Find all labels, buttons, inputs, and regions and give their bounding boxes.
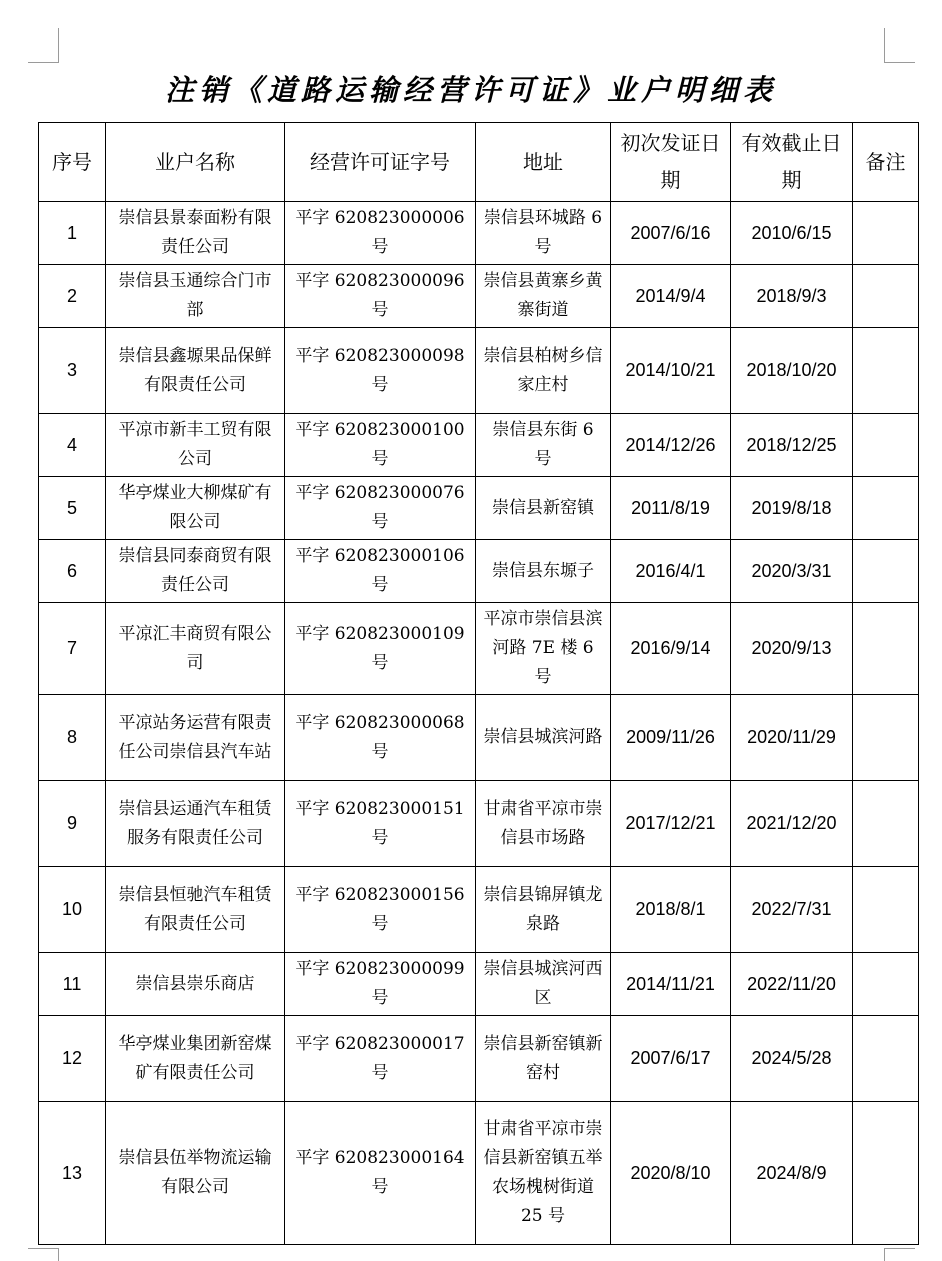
cell-seq: 9 — [39, 781, 106, 867]
crop-mark-bottom-left — [28, 1248, 59, 1261]
table-row — [39, 603, 919, 695]
cell-issue-date: 2014/11/21 — [611, 953, 731, 1016]
cell-expiry-date: 2018/9/3 — [731, 265, 853, 328]
cell-issue-date: 2011/8/19 — [611, 477, 731, 540]
cell-expiry-date: 2018/10/20 — [731, 328, 853, 414]
crop-mark-top-left — [28, 28, 59, 63]
cell-expiry-date: 2022/7/31 — [731, 867, 853, 953]
cell-issue-date: 2007/6/17 — [611, 1016, 731, 1102]
cell-seq: 10 — [39, 867, 106, 953]
cell-seq: 13 — [39, 1102, 106, 1245]
cell-license: 平字 620823000096 号 — [285, 265, 476, 328]
cell-address: 崇信县黄寨乡黄寨街道 — [476, 265, 611, 328]
cell-license: 平字 620823000156 号 — [285, 867, 476, 953]
cell-seq: 2 — [39, 265, 106, 328]
cell-license: 平字 620823000017 号 — [285, 1016, 476, 1102]
table-row — [39, 695, 919, 781]
cell-expiry-date: 2018/12/25 — [731, 414, 853, 477]
table-row — [39, 540, 919, 603]
cell-name: 崇信县鑫塬果品保鲜有限责任公司 — [106, 328, 285, 414]
cell-issue-date: 2017/12/21 — [611, 781, 731, 867]
cell-license: 平字 620823000151 号 — [285, 781, 476, 867]
cell-name: 崇信县同泰商贸有限责任公司 — [106, 540, 285, 603]
cell-expiry-date: 2024/5/28 — [731, 1016, 853, 1102]
cell-name: 崇信县崇乐商店 — [106, 953, 285, 1016]
cell-license: 平字 620823000100 号 — [285, 414, 476, 477]
cell-name: 崇信县运通汽车租赁服务有限责任公司 — [106, 781, 285, 867]
header-expiry-date: 有效截止日期 — [731, 123, 853, 202]
document-title: 注销《道路运输经营许可证》业户明细表 — [164, 73, 777, 107]
cell-remark — [853, 265, 919, 328]
cell-name: 崇信县伍举物流运输有限公司 — [106, 1102, 285, 1245]
cell-expiry-date: 2010/6/15 — [731, 202, 853, 265]
cell-license: 平字 620823000098 号 — [285, 328, 476, 414]
cell-issue-date: 2014/9/4 — [611, 265, 731, 328]
cell-name: 华亭煤业大柳煤矿有限公司 — [106, 477, 285, 540]
cell-remark — [853, 414, 919, 477]
cell-address: 崇信县柏树乡信家庄村 — [476, 328, 611, 414]
table-row — [39, 1016, 919, 1102]
cell-remark — [853, 953, 919, 1016]
cell-expiry-date: 2019/8/18 — [731, 477, 853, 540]
cell-issue-date: 2020/8/10 — [611, 1102, 731, 1245]
cell-issue-date: 2009/11/26 — [611, 695, 731, 781]
cell-remark — [853, 695, 919, 781]
cell-license: 平字 620823000006 号 — [285, 202, 476, 265]
cell-expiry-date: 2020/3/31 — [731, 540, 853, 603]
header-name: 业户名称 — [106, 123, 285, 202]
cell-issue-date: 2018/8/1 — [611, 867, 731, 953]
cell-seq: 6 — [39, 540, 106, 603]
cell-address: 崇信县新窑镇 — [476, 477, 611, 540]
cell-remark — [853, 540, 919, 603]
cell-seq: 7 — [39, 603, 106, 695]
crop-mark-top-right — [884, 28, 915, 63]
header-issue-date: 初次发证日期 — [611, 123, 731, 202]
cell-expiry-date: 2024/8/9 — [731, 1102, 853, 1245]
cell-issue-date: 2016/4/1 — [611, 540, 731, 603]
cell-address: 崇信县东塬子 — [476, 540, 611, 603]
cell-address: 崇信县东街 6 号 — [476, 414, 611, 477]
cell-name: 华亭煤业集团新窑煤矿有限责任公司 — [106, 1016, 285, 1102]
cell-license: 平字 620823000109 号 — [285, 603, 476, 695]
revocation-table — [38, 122, 919, 1245]
table-row — [39, 867, 919, 953]
header-address: 地址 — [476, 123, 611, 202]
header-seq: 序号 — [39, 123, 106, 202]
cell-address: 崇信县锦屏镇龙泉路 — [476, 867, 611, 953]
cell-remark — [853, 328, 919, 414]
header-license: 经营许可证字号 — [285, 123, 476, 202]
cell-name: 崇信县景泰面粉有限责任公司 — [106, 202, 285, 265]
cell-remark — [853, 867, 919, 953]
table-row — [39, 953, 919, 1016]
cell-expiry-date: 2020/9/13 — [731, 603, 853, 695]
cell-license: 平字 620823000164 号 — [285, 1102, 476, 1245]
cell-license: 平字 620823000106 号 — [285, 540, 476, 603]
cell-license: 平字 620823000068 号 — [285, 695, 476, 781]
cell-address: 崇信县环城路 6 号 — [476, 202, 611, 265]
cell-address: 崇信县城滨河西区 — [476, 953, 611, 1016]
cell-issue-date: 2007/6/16 — [611, 202, 731, 265]
table-row — [39, 328, 919, 414]
cell-address: 甘肃省平凉市崇信县市场路 — [476, 781, 611, 867]
cell-remark — [853, 202, 919, 265]
cell-seq: 8 — [39, 695, 106, 781]
table-row — [39, 477, 919, 540]
cell-issue-date: 2014/10/21 — [611, 328, 731, 414]
cell-remark — [853, 1102, 919, 1245]
table-row — [39, 265, 919, 328]
cell-license: 平字 620823000076 号 — [285, 477, 476, 540]
cell-address: 崇信县城滨河路 — [476, 695, 611, 781]
cell-name: 崇信县恒驰汽车租赁有限责任公司 — [106, 867, 285, 953]
cell-expiry-date: 2021/12/20 — [731, 781, 853, 867]
cell-address: 平凉市崇信县滨河路 7E 楼 6 号 — [476, 603, 611, 695]
cell-expiry-date: 2022/11/20 — [731, 953, 853, 1016]
cell-issue-date: 2016/9/14 — [611, 603, 731, 695]
cell-license: 平字 620823000099 号 — [285, 953, 476, 1016]
cell-name: 崇信县玉通综合门市部 — [106, 265, 285, 328]
table-row — [39, 414, 919, 477]
header-remark: 备注 — [853, 123, 919, 202]
cell-seq: 1 — [39, 202, 106, 265]
cell-expiry-date: 2020/11/29 — [731, 695, 853, 781]
cell-address: 甘肃省平凉市崇信县新窑镇五举农场槐树街道 25 号 — [476, 1102, 611, 1245]
cell-seq: 5 — [39, 477, 106, 540]
cell-remark — [853, 1016, 919, 1102]
table-row — [39, 202, 919, 265]
table-row — [39, 781, 919, 867]
cell-seq: 11 — [39, 953, 106, 1016]
cell-seq: 12 — [39, 1016, 106, 1102]
cell-remark — [853, 781, 919, 867]
cell-name: 平凉站务运营有限责任公司崇信县汽车站 — [106, 695, 285, 781]
cell-seq: 3 — [39, 328, 106, 414]
cell-address: 崇信县新窑镇新窑村 — [476, 1016, 611, 1102]
cell-issue-date: 2014/12/26 — [611, 414, 731, 477]
cell-name: 平凉市新丰工贸有限公司 — [106, 414, 285, 477]
table-header-row — [39, 123, 919, 202]
cell-name: 平凉汇丰商贸有限公司 — [106, 603, 285, 695]
table-row — [39, 1102, 919, 1245]
cell-seq: 4 — [39, 414, 106, 477]
crop-mark-bottom-right — [884, 1248, 915, 1261]
cell-remark — [853, 603, 919, 695]
cell-remark — [853, 477, 919, 540]
